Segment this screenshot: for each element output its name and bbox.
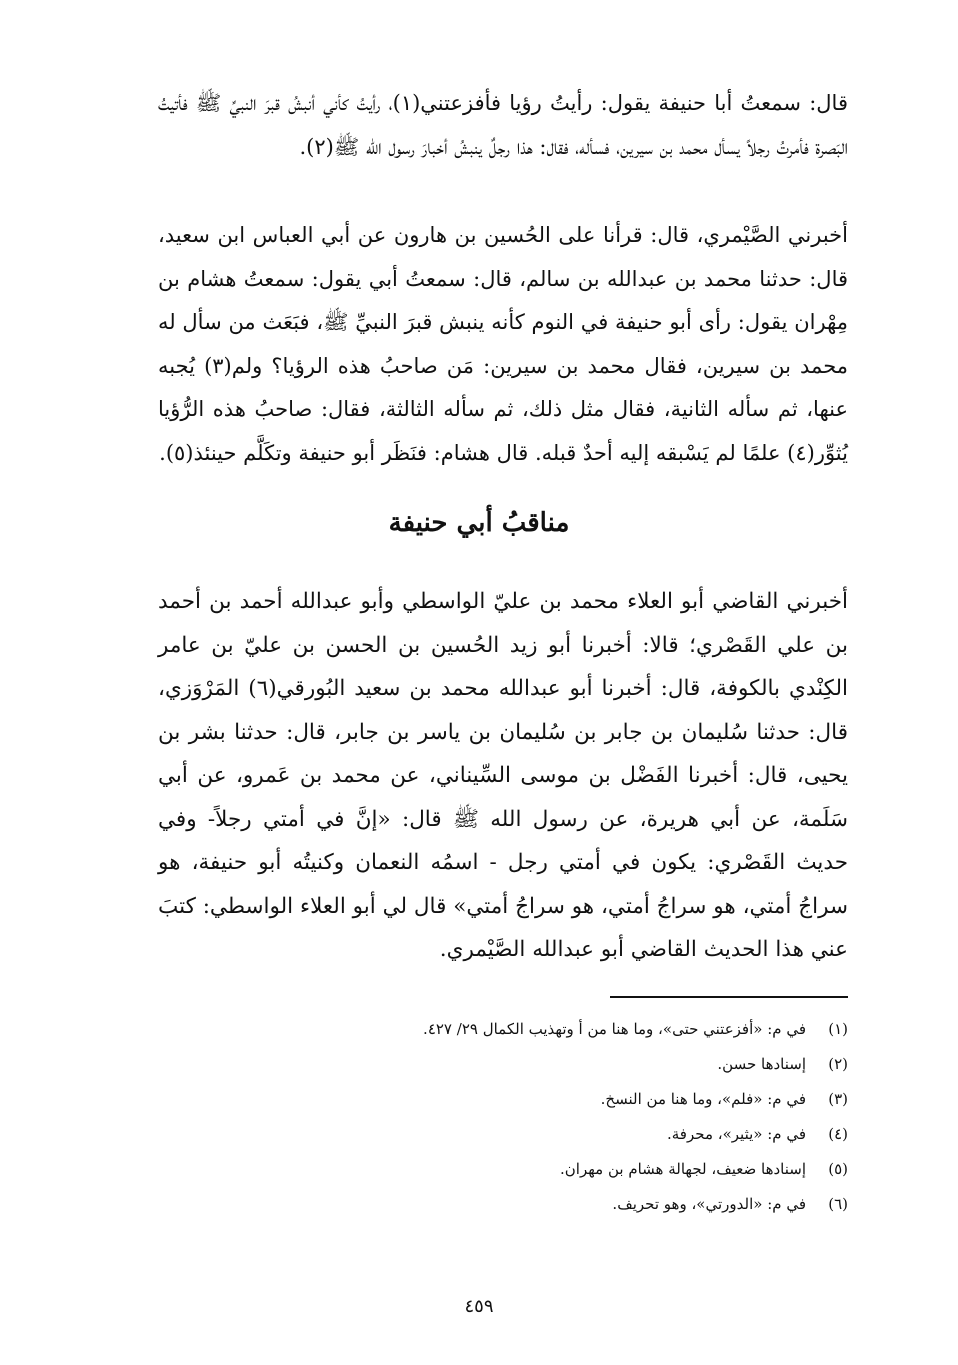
footnote-text: في م: «أفزعتني حتى»، وما هنا من أ وتهذيب الكمال ٢٩/ ٤٢٧. (423, 1020, 806, 1038)
footnote-item (148, 1152, 848, 1187)
paragraph-saymari-narration: أخبرني الصَّيْمري، قال: قرأنا على الحُسين بن هارون عن أبي العباس ابن سعيد، قال: حدثنا محمد بن عبدالله بن سالم، قال: سمعتُ أبي يقول: سمعتُ هشام بن مِهْران يقول: رأى أبو حنيفة في النوم كأنه ينبش قبرَ النبيِّ ﷺ، فبَعَث من سأل له محمد بن سيرين، فقال محمد بن سيرين: مَن صاحبُ هذه الرؤيا؟ ولم(٣) يُجبه عنها، ثم سأله الثانية، فقال مثل ذلك، ثم سأله الثالثة، فقال: صاحبُ هذه الرُّؤيا يُثوِّر(٤) علمًا لم يَسْبقه إليه أحدٌ قبله. قال هشام: فنَظَر أبو حنيفة وتكَلَّم حينئذ(٥). (158, 223, 848, 465)
footnote-item (148, 1047, 848, 1082)
footnote-text: إسنادها ضعيف، لجهالة هشام بن مهران. (560, 1160, 806, 1178)
footnote-item (148, 1117, 848, 1152)
footnote-item (148, 1187, 848, 1222)
footnote-text: في م: «يثير»، محرفة. (667, 1125, 806, 1143)
footnote-item (148, 1082, 848, 1117)
footnote-text: إسنادها حسن. (717, 1055, 806, 1073)
footnote-number: (٥) (828, 1160, 848, 1178)
page-number: ٤٥٩ (464, 1296, 494, 1317)
footnote-item (148, 1012, 848, 1047)
footnote-number: (٤) (828, 1125, 848, 1143)
paragraph-manaqib-hadith: أخبرني القاضي أبو العلاء محمد بن عليّ الواسطي وأبو عبدالله أحمد بن أحمد بن علي القَصْري؛ قالا: أخبرنا أبو زيد الحُسين بن الحسن بن عليّ بن عامر الكِنْدي بالكوفة، قال: أخبرنا أبو عبدالله محمد بن سعيد البُورقي(٦) المَرْوَزي، قال: حدثنا سُليمان بن جابر بن سُليمان بن ياسر بن جابر، قال: حدثنا بشر بن يحيى، قال: أخبرنا الفَضْل بن موسى السِّيناني، عن محمد بن عَمرو، عن أبي سَلَمة، عن أبي هريرة، عن رسول الله ﷺ قال: «إنَّ في أمتي رجلاً- وفي حديث القَصْري: يكون في أمتي رجل - اسمُه النعمان وكنيتُه أبو حنيفة، هو سراجُ أمتي، هو سراجُ أمتي، هو سراجُ أمتي» قال لي أبو العلاء الواسطي: كتبَ عني هذا الحديث القاضي أبو عبدالله الصَّيْمري. (158, 589, 848, 962)
footnotes-list (148, 1012, 848, 1222)
paragraph-dream-account: قال: سمعتُ أبا حنيفة يقول: رأيتُ رؤيا فأفزعتني(١)، رأيتُ كأني أنبشُ قبرَ النبيِّ ﷺ فأتيتُ البَصرة فأمرتُ رجلاً يسأل محمد بن سيرين، فسأله، فقال: هذا رجلٌ ينبشُ أخبارَ رسول الله ﷺ(٢). (158, 91, 848, 159)
section-heading: مناقبُ أبي حنيفة (388, 508, 570, 538)
footnote-text: في م: «الدورتي»، وهو تحريف. (612, 1195, 806, 1213)
footnote-separator (610, 996, 848, 998)
footnote-number: (١) (828, 1020, 848, 1038)
footnote-number: (٦) (828, 1195, 848, 1213)
footnote-number: (٢) (828, 1055, 848, 1073)
footnote-number: (٣) (828, 1090, 848, 1108)
footnote-text: في م: «فلم»، وما هنا من النسخ. (600, 1090, 806, 1108)
